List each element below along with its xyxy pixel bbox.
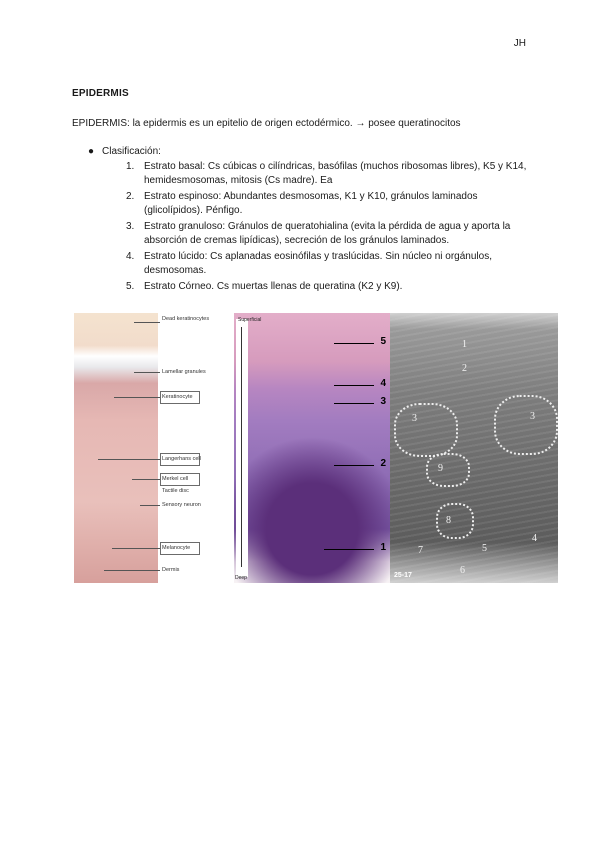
stratum-number: 3 bbox=[380, 396, 386, 407]
label-sensory-neuron: Sensory neuron bbox=[162, 502, 201, 508]
list-item bbox=[126, 190, 536, 217]
leader-line bbox=[334, 385, 374, 386]
list-number: 5. bbox=[126, 281, 135, 292]
label-dermis: Dermis bbox=[162, 567, 180, 573]
leader-line bbox=[324, 549, 374, 550]
list-text: Estrato Córneo. Cs muertas llenas de queratina (K2 y K9). bbox=[144, 281, 403, 292]
bullet-icon: ● bbox=[88, 146, 95, 157]
strata-list bbox=[126, 160, 536, 297]
leader-line bbox=[104, 570, 160, 571]
figure-code: 25-17 bbox=[394, 572, 412, 579]
micrograph-number: 5 bbox=[482, 543, 487, 554]
micrograph-number: 2 bbox=[462, 363, 467, 374]
depth-arrow bbox=[241, 327, 242, 567]
depth-axis bbox=[236, 319, 248, 577]
list-number: 4. bbox=[126, 251, 135, 262]
label-melanocyte: Melanocyte bbox=[162, 545, 191, 551]
cell-outline bbox=[436, 503, 474, 539]
cell-outline bbox=[494, 395, 558, 455]
stratum-number: 1 bbox=[380, 542, 386, 553]
list-text: Estrato basal: Cs cúbicas o cilíndricas, basófilas (muchos ribosomas libres), K5 y K14, hemidesmosomas, mitosis (Cs madre). Ea bbox=[144, 161, 527, 186]
list-item bbox=[126, 280, 536, 294]
epidermis-figure bbox=[74, 313, 558, 583]
micrograph-number: 4 bbox=[532, 533, 537, 544]
classification-label: Clasificación: bbox=[102, 146, 161, 157]
micrograph-number: 8 bbox=[446, 515, 451, 526]
list-item bbox=[126, 220, 536, 247]
histology-photo bbox=[234, 313, 390, 583]
micrograph-number: 9 bbox=[438, 463, 443, 474]
list-number: 1. bbox=[126, 161, 135, 172]
micrograph-number: 3 bbox=[530, 411, 535, 422]
leader-line bbox=[334, 465, 374, 466]
list-text: Estrato granuloso: Gránulos de queratohialina (evita la pérdida de agua y aporta la absorción de cremas lipídicas), secreción de los gránulos laminados. bbox=[144, 221, 511, 246]
stratum-number: 4 bbox=[380, 378, 386, 389]
leader-line bbox=[114, 397, 160, 398]
label-lamellar-granules: Lamellar granules bbox=[162, 369, 206, 375]
axis-label-superficial: Superficial bbox=[238, 317, 262, 323]
label-dead-keratinocytes: Dead keratinocytes bbox=[162, 316, 210, 322]
label-tactile-disc: Tactile disc bbox=[162, 488, 189, 494]
list-item bbox=[126, 160, 536, 187]
leader-line bbox=[134, 322, 160, 323]
cell-outline bbox=[394, 403, 458, 457]
electron-micrograph bbox=[390, 313, 558, 583]
stratum-number: 2 bbox=[380, 458, 386, 469]
leader-line bbox=[334, 403, 374, 404]
leader-line bbox=[140, 505, 160, 506]
label-merkel-cell: Merkel cell bbox=[162, 476, 189, 482]
leader-line bbox=[112, 548, 160, 549]
classification-bullet bbox=[88, 146, 161, 157]
label-langerhans-cell: Langerhans cell bbox=[162, 456, 201, 462]
leader-line bbox=[334, 343, 374, 344]
list-number: 3. bbox=[126, 221, 135, 232]
list-text: Estrato lúcido: Cs aplanadas eosinófilas y traslúcidas. Sin núcleo ni orgánulos, desmosomas. bbox=[144, 251, 492, 276]
intro-paragraph: EPIDERMIS: la epidermis es un epitelio de origen ectodérmico. → posee queratinocitos bbox=[72, 118, 461, 129]
leader-line bbox=[132, 479, 160, 480]
list-number: 2. bbox=[126, 191, 135, 202]
page-header-initials: JH bbox=[513, 38, 526, 49]
epidermis-illustration bbox=[74, 313, 234, 583]
list-item bbox=[126, 250, 536, 277]
micrograph-number: 6 bbox=[460, 565, 465, 576]
leader-line bbox=[134, 372, 160, 373]
leader-line bbox=[98, 459, 160, 460]
micrograph-number: 3 bbox=[412, 413, 417, 424]
micrograph-number: 7 bbox=[418, 545, 423, 556]
stratum-number: 5 bbox=[380, 336, 386, 347]
axis-label-deep: Deep bbox=[235, 575, 247, 581]
micrograph-number: 1 bbox=[462, 339, 467, 350]
list-text: Estrato espinoso: Abundantes desmosomas, K1 y K10, gránulos laminados (glicolípidos). Pénfigo. bbox=[144, 191, 478, 216]
label-keratinocyte: Keratinocyte bbox=[162, 394, 193, 400]
document-title: EPIDERMIS bbox=[72, 88, 129, 99]
skin-layers-drawing bbox=[74, 313, 158, 583]
cell-outline bbox=[426, 453, 470, 487]
